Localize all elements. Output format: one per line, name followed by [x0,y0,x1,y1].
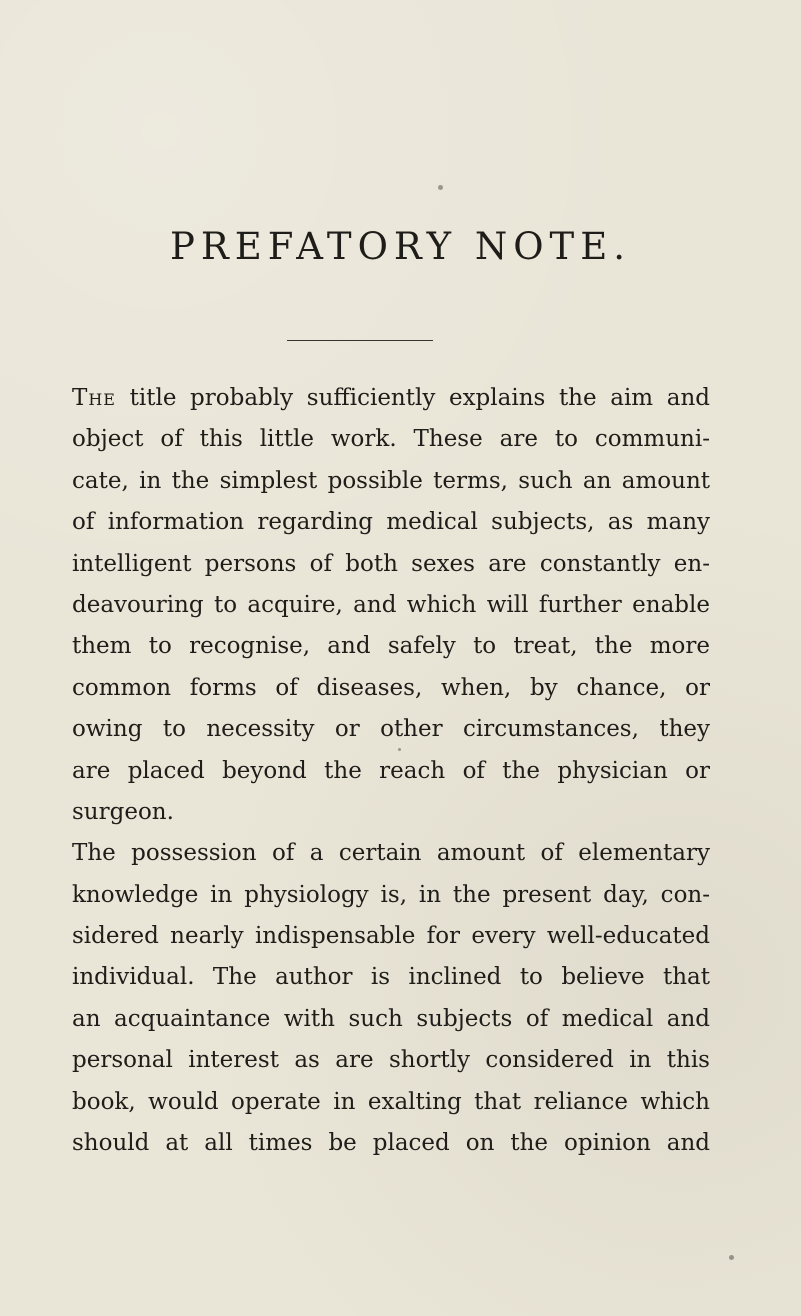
text-line: intelligent persons of both sexes are constantly en- [72,550,710,577]
text-line: should at all times be placed on the opinion and [72,1130,710,1157]
text-line: surgeon. [72,798,174,825]
text-line: book, would operate in exalting that reliance which [72,1088,710,1115]
text-line: of information regarding medical subjects, as many [72,509,710,536]
body-text [72,378,710,1164]
page-title: PREFATORY NOTE. [170,225,631,268]
opening-word: The [72,385,116,411]
text-line: them to recognise, and safely to treat, the more [72,633,710,660]
text-line: object of this little work. These are to communi- [72,426,710,453]
text-line: The possession of a certain amount of elementary [72,840,710,867]
text-line: common forms of diseases, when, by chance, or [72,674,710,701]
title-divider [287,340,433,341]
ink-speck [438,185,443,190]
text-line: The title probably sufficiently explains the aim and [72,385,710,411]
text-line: owing to necessity or other circumstances, they [72,716,710,743]
text-line: sidered nearly indispensable for every well-educated [72,923,710,950]
text-line: individual. The author is inclined to believe that [72,964,710,991]
ink-speck [729,1255,734,1260]
text-line: an acquaintance with such subjects of medical and [72,1005,710,1032]
text-line: knowledge in physiology is, in the present day, con- [72,881,710,908]
text-line: cate, in the simplest possible terms, such an amount [72,467,710,494]
text-line: personal interest as are shortly considered in this [72,1047,710,1074]
text-line: deavouring to acquire, and which will further enable [72,591,710,618]
text-line: are placed beyond the reach of the physician or [72,757,710,784]
